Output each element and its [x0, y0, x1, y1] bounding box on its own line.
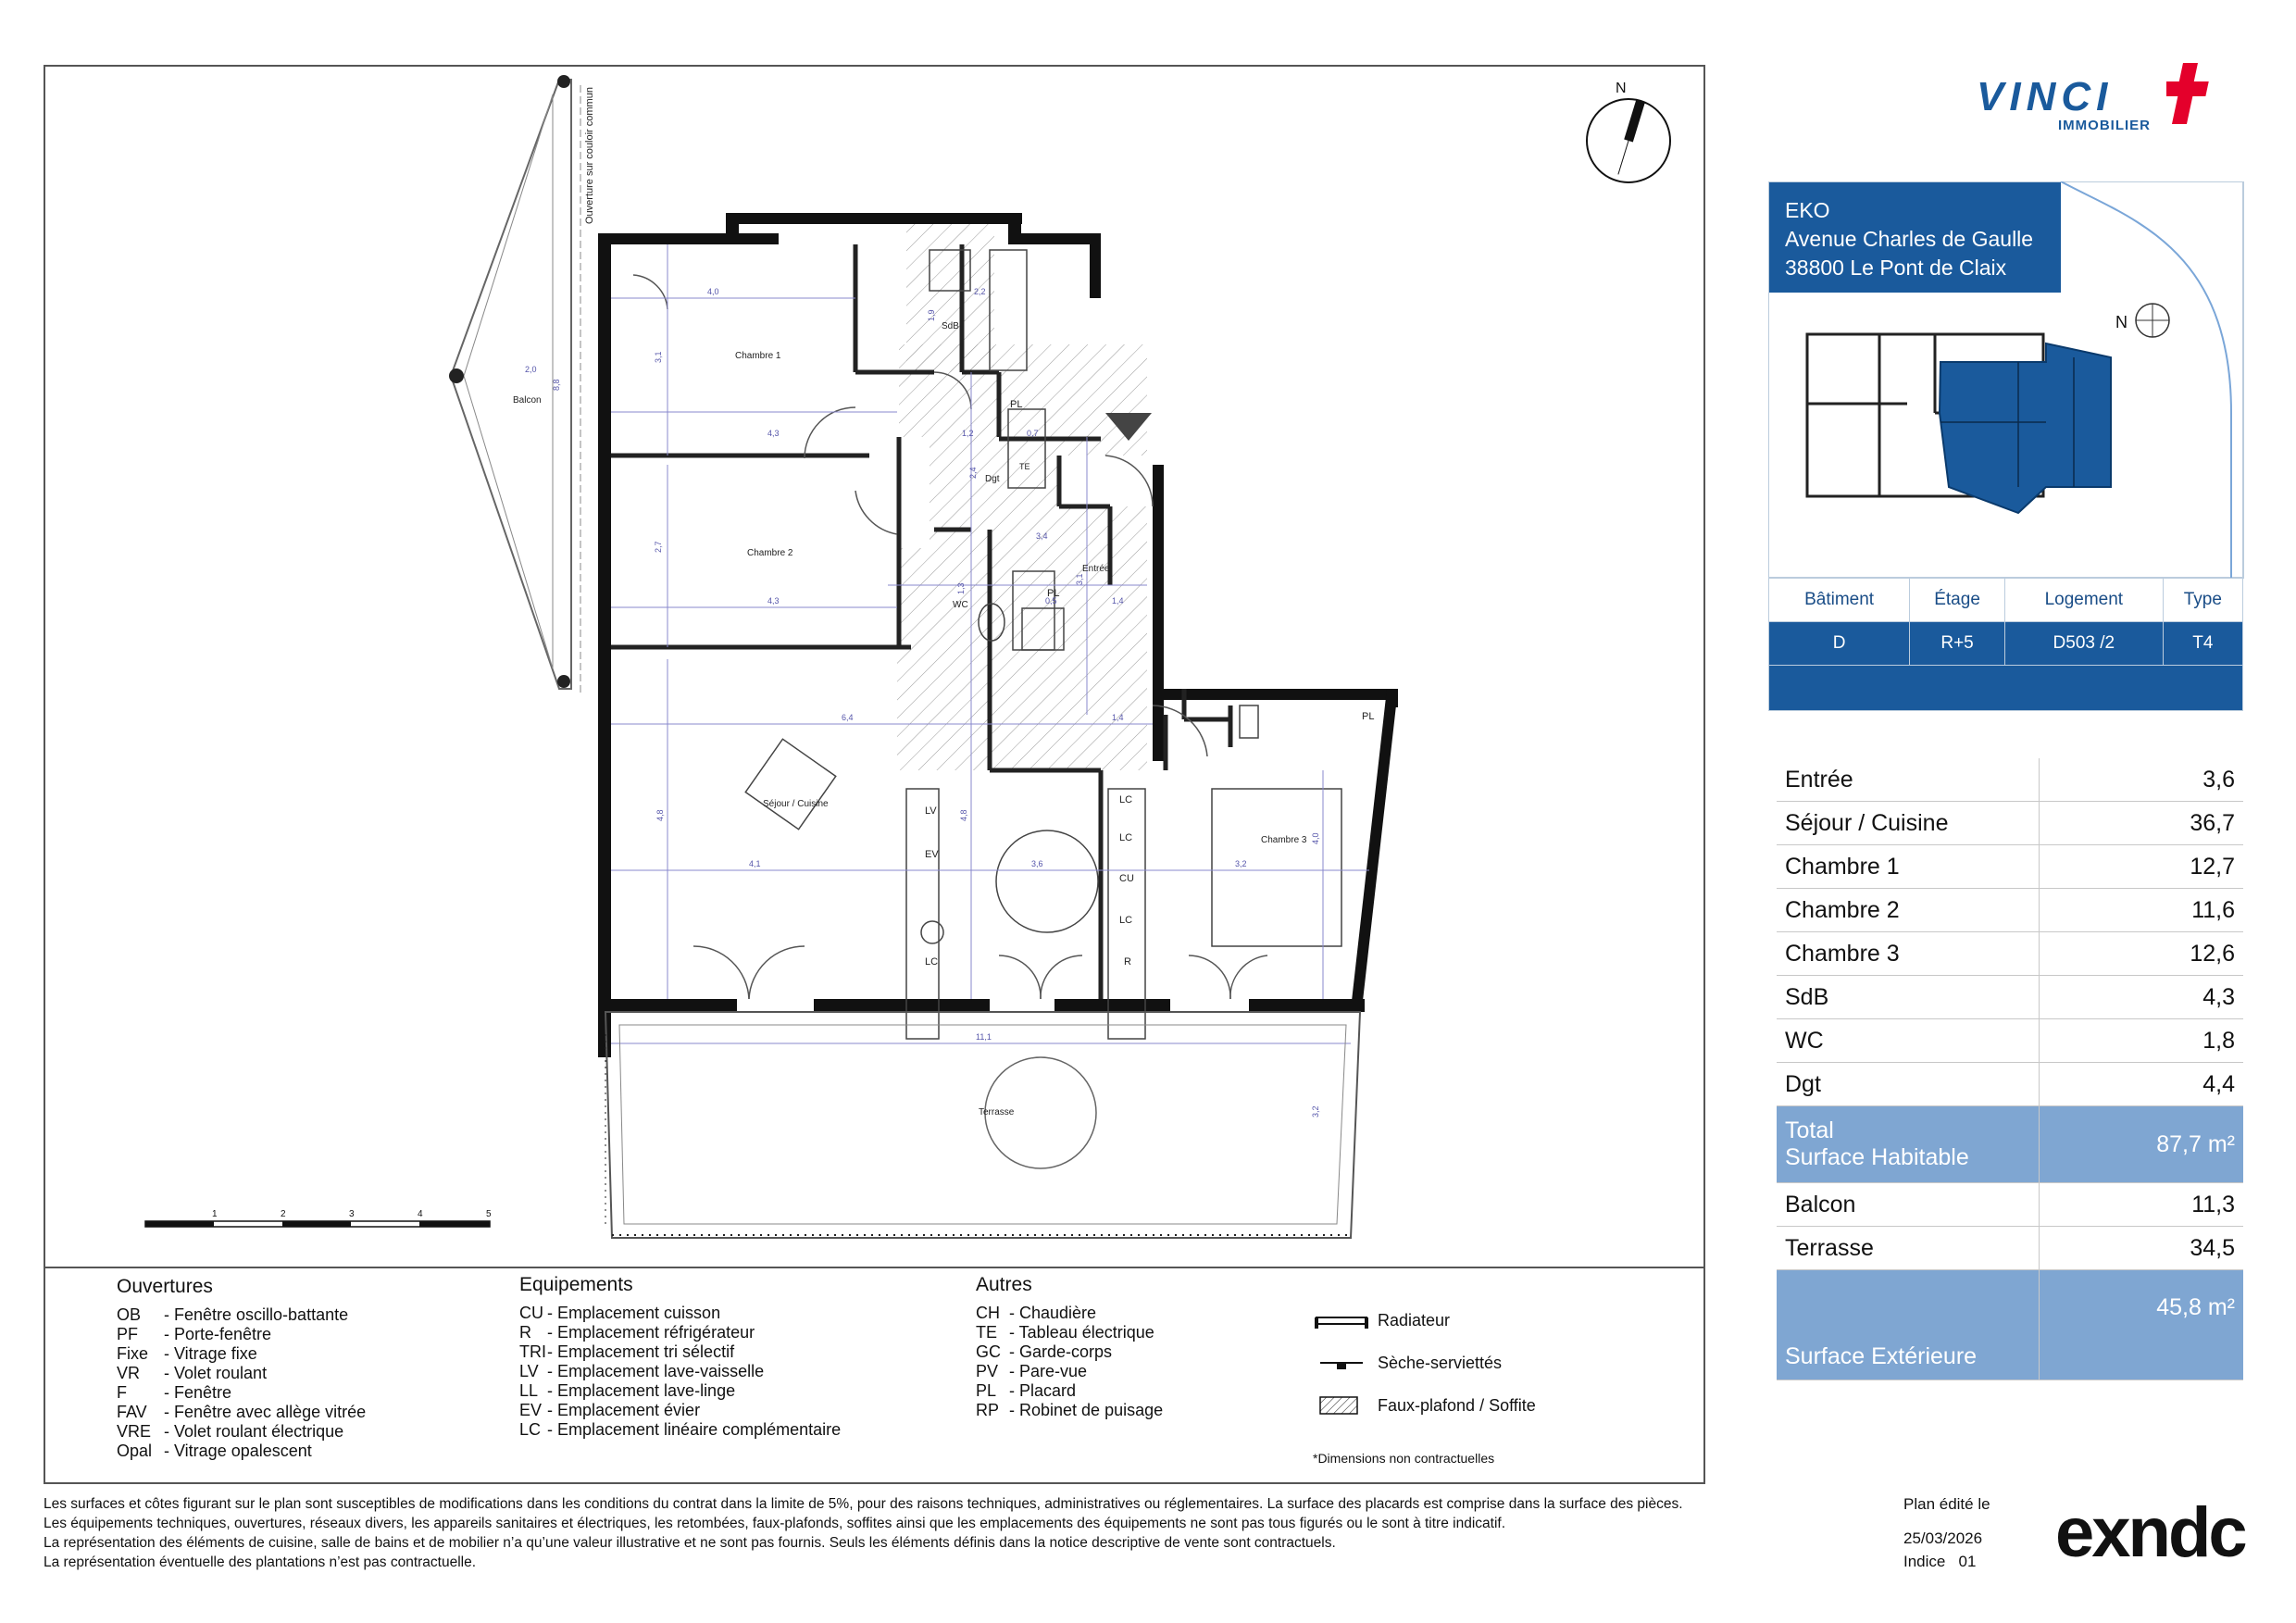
total-hab-value: 87,7 m² — [2040, 1106, 2244, 1183]
table-row: Terrasse 34,5 — [1777, 1227, 2243, 1270]
eq-lc-4: LC — [1119, 915, 1133, 926]
total-exterior-row — [1777, 1270, 2243, 1380]
lot-header-type: Type — [2163, 579, 2242, 622]
legend-faux-plafond: Faux-plafond / Soffite — [1378, 1396, 1536, 1415]
lot-header-etage: Étage — [1910, 579, 2005, 622]
svg-text:4: 4 — [418, 1209, 423, 1219]
lot-batiment: D — [1769, 622, 1910, 666]
seche-serviettes-icon — [1315, 1355, 1370, 1374]
plan-date: 25/03/2026 — [1903, 1529, 1983, 1547]
svg-text:6,4: 6,4 — [842, 713, 854, 722]
terrace-outline — [605, 1012, 1360, 1238]
legend-ouvertures-list — [117, 1305, 366, 1461]
eq-pl-ch3: PL — [1362, 711, 1375, 722]
vinci-immobilier: IMMOBILIER — [2058, 118, 2151, 133]
eq-lc-3: LC — [1119, 832, 1133, 843]
plan-indice: Indice 01 — [1903, 1553, 1977, 1570]
list-item: LC - Emplacement linéaire complémentaire — [519, 1420, 842, 1439]
room-sdb: SdB — [942, 321, 959, 331]
list-item: RP - Robinet de puisage — [976, 1401, 1164, 1419]
legend-divider — [44, 1267, 1705, 1268]
svg-text:4,3: 4,3 — [767, 596, 780, 606]
vinci-wordmark: VINCI — [1977, 74, 2114, 119]
couloir-label: Ouverture sur couloir commun — [584, 87, 595, 224]
svg-text:1,3: 1,3 — [956, 582, 966, 594]
architect-logo: exndc — [2055, 1493, 2245, 1572]
list-item: CH - Chaudière — [976, 1304, 1097, 1322]
svg-text:8,8: 8,8 — [552, 379, 561, 391]
list-item: PF - Porte-fenêtre — [117, 1325, 272, 1343]
svg-text:3,6: 3,6 — [1031, 859, 1043, 868]
list-item: LL - Emplacement lave-linge — [519, 1381, 736, 1400]
table-row: Chambre 3 12,6 — [1777, 932, 2243, 976]
list-item: OB - Fenêtre oscillo-battante — [117, 1305, 349, 1324]
svg-text:4,8: 4,8 — [959, 809, 968, 821]
list-item: TE - Tableau électrique — [976, 1323, 1154, 1342]
table-row: Entrée 3,6 — [1777, 758, 2243, 802]
room-chambre2: Chambre 2 — [747, 548, 793, 558]
svg-text:N: N — [2115, 313, 2128, 331]
svg-text:3: 3 — [349, 1209, 355, 1219]
eq-ev: EV — [925, 849, 939, 860]
room-chambre1: Chambre 1 — [735, 351, 781, 361]
table-row: Chambre 1 12,7 — [1777, 845, 2243, 889]
svg-text:0,7: 0,7 — [1027, 429, 1039, 438]
eq-cu: CU — [1119, 873, 1134, 884]
legend-ouvertures-title: Ouvertures — [117, 1276, 213, 1297]
list-item: TRI- Emplacement tri sélectif — [519, 1342, 735, 1361]
list-item: VR - Volet roulant — [117, 1364, 268, 1382]
room-wc: WC — [953, 600, 968, 610]
vinci-logo — [1977, 74, 2236, 139]
total-ext-value: 45,8 m² — [2040, 1270, 2244, 1380]
svg-text:4,0: 4,0 — [1311, 832, 1320, 844]
svg-text:4,8: 4,8 — [655, 809, 665, 821]
list-item: LV - Emplacement lave-vaisselle — [519, 1362, 765, 1380]
lot-type: T4 — [2163, 622, 2242, 666]
total-hab-line1: Total — [1785, 1117, 1834, 1143]
list-item: PL - Placard — [976, 1381, 1077, 1400]
room-chambre3: Chambre 3 — [1261, 835, 1307, 845]
svg-text:2,2: 2,2 — [974, 287, 986, 296]
list-item: VRE - Volet roulant électrique — [117, 1422, 344, 1441]
legend-radiateur: Radiateur — [1378, 1311, 1451, 1330]
svg-text:4,3: 4,3 — [767, 429, 780, 438]
list-item: R - Emplacement réfrigérateur — [519, 1323, 755, 1342]
key-highlight — [1940, 343, 2111, 513]
key-plan — [1768, 181, 2250, 580]
floor-plan — [45, 67, 1703, 1265]
lot-header-batiment: Bâtiment — [1769, 579, 1910, 622]
svg-text:3,2: 3,2 — [1311, 1105, 1320, 1117]
list-item: CU - Emplacement cuisson — [519, 1304, 721, 1322]
svg-text:4,1: 4,1 — [749, 859, 761, 868]
table-row: Séjour / Cuisine 36,7 — [1777, 802, 2243, 845]
svg-text:2,7: 2,7 — [654, 541, 663, 553]
table-row: Dgt 4,4 — [1777, 1063, 2243, 1106]
disclaimer: Les surfaces et côtes figurant sur le plan sont susceptibles de modifications dans les conditions du contrat dans la limite de 5%, pour des raisons techniques, administratives ou réglementaires. La surface des placards est comprise dans la surface des pièces. Les équipements techniques, ouvertures, réseaux divers, les appareils sanitaires et électriques, les retombées, faux-plafonds, soffites ainsi que les emplacements des équipements ne sont pas tous figurés ou le sont à titre indicatif. La représentation des éléments de cuisine, salle de bains et de mobilier n’a qu’une valeur illustrative et ne sont pas fournis. Seuls les éléments définis dans la notice descriptive de vente sont contractuels. La représentation éventuelle des plantations n’est pas contractuelle. — [44, 1496, 1683, 1570]
table-row: Chambre 2 11,6 — [1777, 889, 2243, 932]
eq-pl-wc: PL — [1047, 588, 1060, 599]
svg-text:1,9: 1,9 — [927, 309, 936, 321]
svg-text:1: 1 — [212, 1209, 218, 1219]
lot-table — [1768, 578, 2243, 711]
room-terrasse: Terrasse — [979, 1107, 1015, 1117]
legend-equipements-list — [519, 1304, 841, 1440]
svg-text:1,2: 1,2 — [962, 429, 974, 438]
list-item: FAV - Fenêtre avec allège vitrée — [117, 1403, 367, 1421]
svg-text:4,0: 4,0 — [707, 287, 719, 296]
svg-text:3,1: 3,1 — [1075, 573, 1084, 585]
eq-lc-1: LC — [925, 956, 939, 968]
table-row: SdB 4,3 — [1777, 976, 2243, 1019]
list-item: Fixe - Vitrage fixe — [117, 1344, 257, 1363]
scale-bar — [145, 1209, 492, 1227]
svg-text:0,5: 0,5 — [1045, 596, 1057, 606]
eq-pl-sdb: PL — [1010, 399, 1023, 410]
svg-text:1,4: 1,4 — [1112, 596, 1124, 606]
vinci-cross-icon — [2166, 63, 2217, 128]
list-item: PV - Pare-vue — [976, 1362, 1088, 1380]
legend-equipements-title: Equipements — [519, 1274, 633, 1295]
lot-logement: D503 /2 — [2004, 622, 2163, 666]
svg-text:1,4: 1,4 — [1112, 713, 1124, 722]
list-item: GC - Garde-corps — [976, 1342, 1113, 1361]
svg-text:11,1: 11,1 — [976, 1032, 992, 1042]
plan-edited-label: Plan édité le — [1903, 1495, 1990, 1513]
lot-header-logement: Logement — [2004, 579, 2163, 622]
legend-seche-serviettes: Sèche-serviettés — [1378, 1354, 1503, 1372]
lot-etage: R+5 — [1910, 622, 2005, 666]
svg-text:3,2: 3,2 — [1235, 859, 1247, 868]
table-row: WC 1,8 — [1777, 1019, 2243, 1063]
svg-text:3,4: 3,4 — [1036, 531, 1048, 541]
room-sejour: Séjour / Cuisine — [763, 799, 829, 809]
north-arrow-icon — [1587, 81, 1670, 182]
room-dgt: Dgt — [985, 474, 1000, 484]
eq-r: R — [1124, 956, 1131, 968]
surfaces-table — [1777, 758, 2243, 1380]
north-label: N — [1616, 81, 1627, 96]
faux-plafond-icon — [1319, 1396, 1360, 1417]
svg-text:2,0: 2,0 — [525, 365, 537, 374]
total-ext-label: Surface Extérieure — [1777, 1270, 2040, 1380]
list-item: EV - Emplacement évier — [519, 1401, 701, 1419]
eq-lc-2: LC — [1119, 794, 1133, 805]
project-address: Avenue Charles de Gaulle — [1785, 227, 2034, 251]
total-hab-line2: Surface Habitable — [1785, 1144, 1969, 1170]
project-name: EKO — [1785, 198, 1830, 222]
room-balcon: Balcon — [513, 395, 542, 406]
room-entree: Entrée — [1082, 564, 1110, 574]
svg-text:3,1: 3,1 — [654, 351, 663, 363]
project-city: 38800 Le Pont de Claix — [1785, 256, 2007, 280]
dimensions-note: *Dimensions non contractuelles — [1313, 1451, 1495, 1466]
svg-text:2: 2 — [281, 1209, 286, 1219]
legend-autres-list — [976, 1304, 1163, 1420]
eq-lv: LV — [925, 805, 937, 817]
eq-te: TE — [1019, 462, 1030, 471]
lot-empty-row — [1769, 666, 2243, 711]
key-north-icon — [2115, 304, 2169, 337]
svg-text:5: 5 — [486, 1209, 492, 1219]
table-row: Balcon 11,3 — [1777, 1183, 2243, 1227]
plan-meta — [1903, 1492, 1990, 1573]
radiateur-icon — [1315, 1313, 1370, 1331]
total-habitable-row — [1777, 1106, 2243, 1183]
list-item: F - Fenêtre — [117, 1383, 232, 1402]
svg-text:2,4: 2,4 — [968, 467, 978, 479]
list-item: Opal - Vitrage opalescent — [117, 1442, 312, 1460]
legend-autres-title: Autres — [976, 1274, 1032, 1295]
